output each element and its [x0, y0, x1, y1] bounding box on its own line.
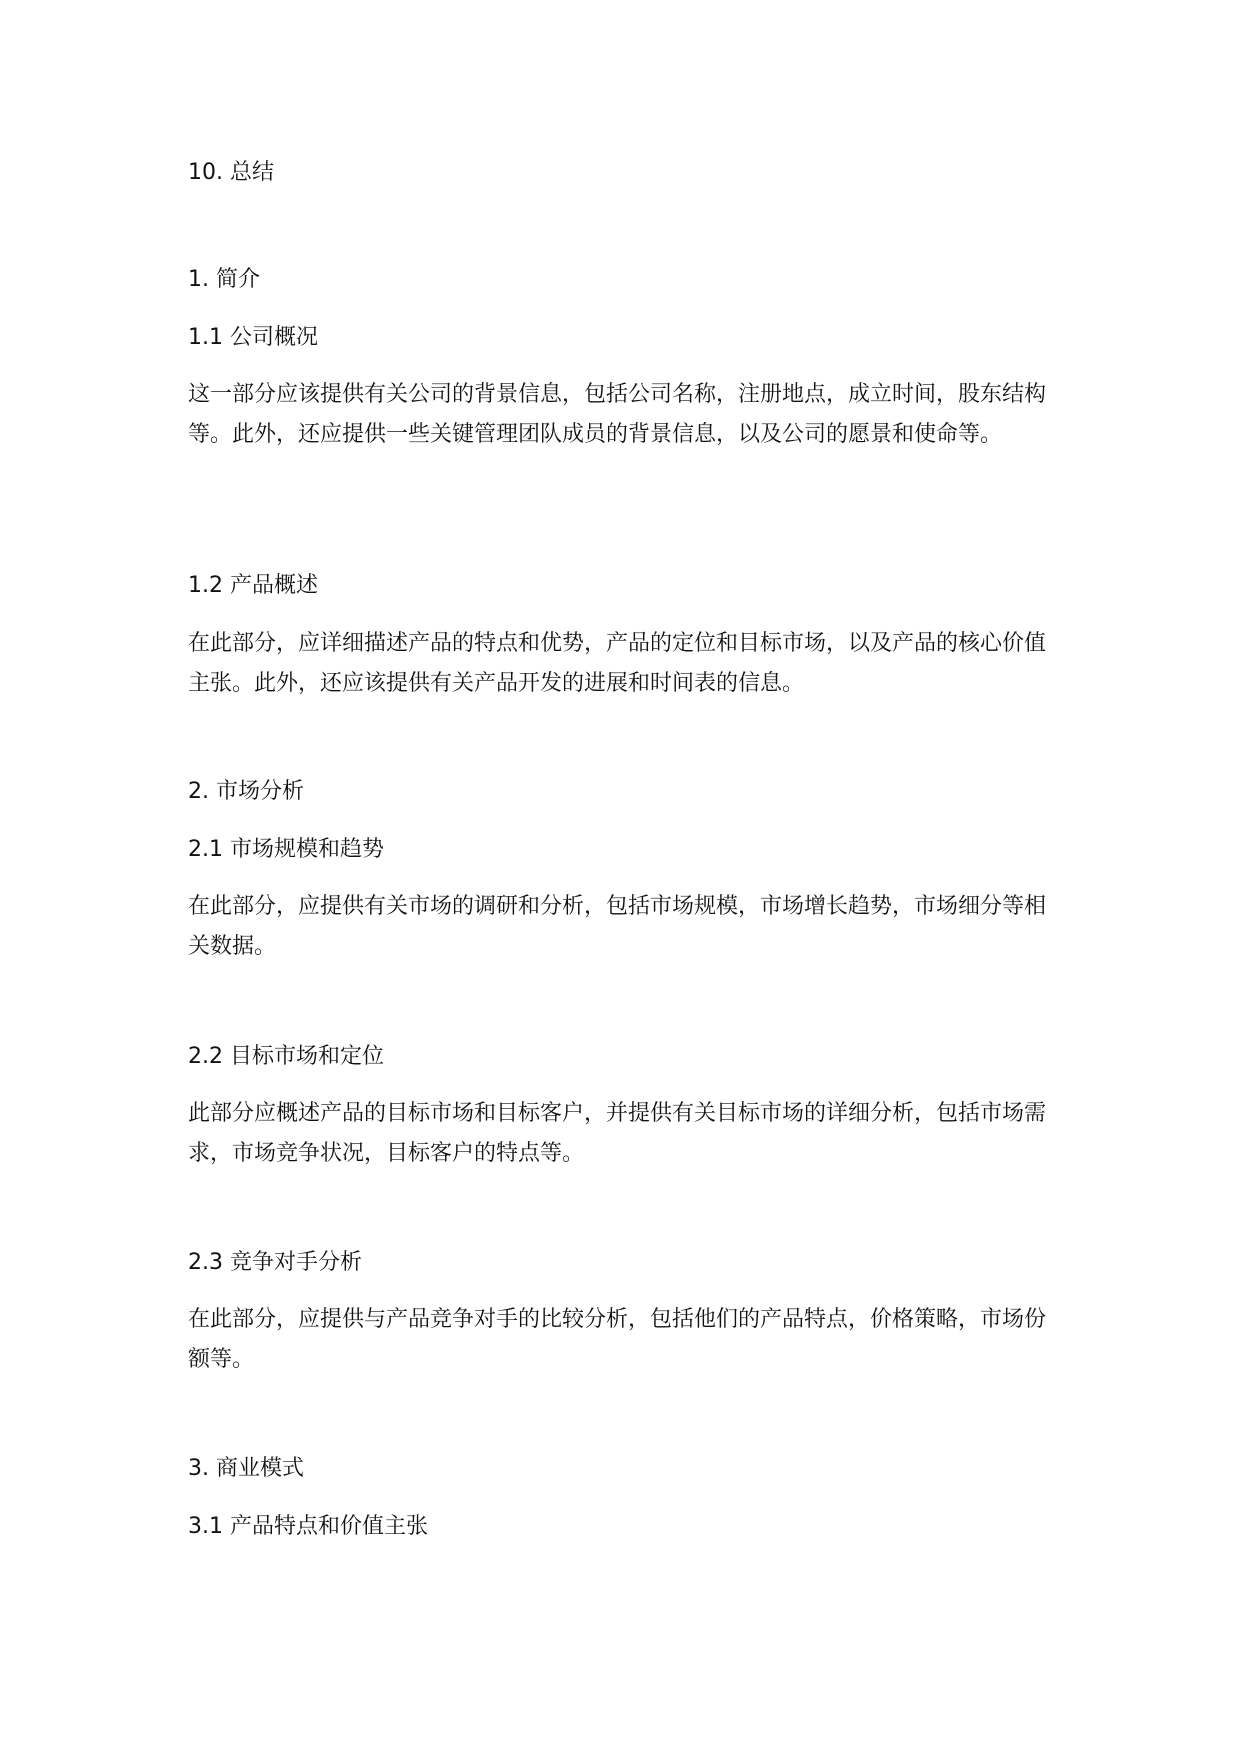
paragraph-market-size: 在此部分，应提供有关市场的调研和分析，包括市场规模，市场增长趋势，市场细分等相关数据。 [188, 894, 1047, 959]
heading-competitor-analysis: 2.3 竞争对手分析 [188, 1250, 362, 1275]
paragraph-competitor-analysis: 在此部分，应提供与产品竞争对手的比较分析，包括他们的产品特点，价格策略，市场份额等。 [188, 1307, 1047, 1372]
heading-product-features: 3.1 产品特点和价值主张 [188, 1514, 428, 1539]
heading-market-size: 2.1 市场规模和趋势 [188, 837, 384, 862]
heading-business-model: 3. 商业模式 [188, 1456, 304, 1481]
heading-target-market: 2.2 目标市场和定位 [188, 1044, 384, 1069]
paragraph-target-market: 此部分应概述产品的目标市场和目标客户，并提供有关目标市场的详细分析，包括市场需求，市场竞争状况，目标客户的特点等。 [188, 1101, 1047, 1166]
heading-introduction: 1. 简介 [188, 267, 260, 292]
paragraph-company-overview: 这一部分应该提供有关公司的背景信息，包括公司名称，注册地点，成立时间，股东结构等。此外，还应提供一些关键管理团队成员的背景信息，以及公司的愿景和使命等。 [188, 382, 1047, 447]
heading-market-analysis: 2. 市场分析 [188, 779, 304, 804]
heading-summary: 10. 总结 [188, 160, 274, 185]
heading-company-overview: 1.1 公司概况 [188, 325, 318, 350]
paragraph-product-overview: 在此部分，应详细描述产品的特点和优势，产品的定位和目标市场，以及产品的核心价值主张。此外，还应该提供有关产品开发的进展和时间表的信息。 [188, 631, 1047, 696]
heading-product-overview: 1.2 产品概述 [188, 573, 318, 598]
